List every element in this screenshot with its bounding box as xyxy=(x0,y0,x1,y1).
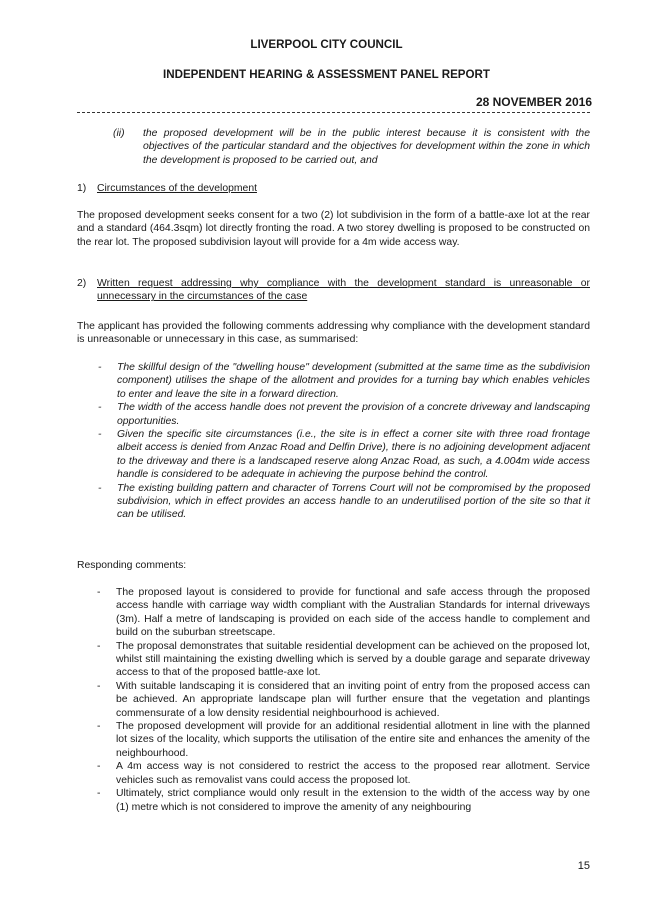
section1-heading: Circumstances of the development xyxy=(97,183,257,194)
list-item xyxy=(97,586,590,640)
section1-body: The proposed development seeks consent for a two (2) lot subdivision in the form of a battle-axe lot at the rear and a standard (464.3sqm) lot directly fronting the road. A two storey dwelling is proposed to be constructed on the rear lot. The proposed subdivision layout will provide for a 4m wide access way. xyxy=(77,210,590,248)
section2-intro: The applicant has provided the following comments addressing why compliance with the development standard is unreasonable or unnecessary in this case, as summarised: xyxy=(77,321,590,346)
responding-label: Responding comments: xyxy=(77,560,187,571)
clause-ii-label: (ii) xyxy=(113,128,125,139)
list-item xyxy=(97,680,590,720)
list-item-text: With suitable landscaping it is considered that an inviting point of entry from the proposed access can be achieved. An appropriate landscape plan will further ensure that the vegetation and plantings commensurate of a low density residential neighbourhood is achieved. xyxy=(116,680,590,719)
list-item-text: The width of the access handle does not prevent the provision of a concrete driveway and landscaping opportunities. xyxy=(117,402,590,427)
section1-number: 1) xyxy=(77,183,87,194)
list-item xyxy=(98,361,590,401)
list-item xyxy=(98,428,590,482)
list-item xyxy=(97,760,590,787)
bullet: - xyxy=(97,640,101,652)
responding-points-list xyxy=(97,586,590,814)
list-item-text: A 4m access way is not considered to restrict the access to the proposed rear allotment. Service vehicles such as removalist vans could access the proposed lot. xyxy=(116,761,590,786)
list-item-text: The proposal demonstrates that suitable residential development can be achieved on the proposed lot, whilst still maintaining the existing dwelling which is served by a double garage and separate driveway access to that of the proposed battle-axe lot. xyxy=(116,640,590,679)
list-item xyxy=(98,482,590,522)
clause-ii-text: the proposed development will be in the public interest because it is consistent with the objectives of the particular standard and the objectives for development within the zone in which the development is proposed to be carried out, and xyxy=(143,128,590,166)
bullet: - xyxy=(98,362,102,373)
section2-heading: Written request addressing why compliance with the development standard is unreasonable or unnecessary in the circumstances of the case xyxy=(97,278,590,303)
section2-number: 2) xyxy=(77,278,87,289)
list-item xyxy=(97,720,590,760)
page-number: 15 xyxy=(577,860,590,872)
list-item xyxy=(97,787,590,814)
list-item-text: The skillful design of the "dwelling house" development (submitted at the same time as the subdivision component) utilises the shape of the allotment and provides for a turning bay which enables vehicles to enter and leave the site in a forward direction. xyxy=(117,362,590,400)
bullet: - xyxy=(98,429,102,441)
list-item-text: Given the specific site circumstances (i.e., the site is in effect a corner site with three road frontage albeit access is denied from Anzac Road and Delfin Drive), there is no adjoining development adjacent to the driveway and there is a landscaped reserve along Anzac Road, as such, a 4.004m wide access handle is considered to be adequate in achieving the purpose behind the control. xyxy=(117,429,590,481)
list-item-text: Ultimately, strict compliance would only result in the extension to the width of the access way by one (1) metre which is not considered to improve the amenity of any neighbouring xyxy=(116,788,590,813)
list-item xyxy=(97,640,590,680)
list-item-text: The proposed layout is considered to provide for functional and safe access through the proposed access handle with carriage way width compliant with the Australian Standards for internal driveways (3m). Half a metre of landscaping is provided on each side of the access handle to complement and build on the suburban streetscape. xyxy=(116,587,590,639)
bullet: - xyxy=(97,761,101,773)
list-item-text: The proposed development will provide for an additional residential allotment in line with the planned lot sizes of the locality, which supports the utilisation of the entire site and enhances the amenity of the neighbourhood. xyxy=(116,721,590,759)
council-title: LIVERPOOL CITY COUNCIL xyxy=(250,38,403,51)
bullet: - xyxy=(98,482,102,494)
header-divider xyxy=(77,112,590,113)
bullet: - xyxy=(97,680,101,692)
bullet: - xyxy=(97,721,101,733)
applicant-points-list xyxy=(98,361,590,522)
list-item xyxy=(98,401,590,428)
list-item-text: The existing building pattern and character of Torrens Court will not be compromised by the proposed subdivision, which in effect provides an access handle to an underutilised portion of the site so that it can be utilised. xyxy=(117,482,590,521)
bullet: - xyxy=(97,788,101,800)
report-date: 28 NOVEMBER 2016 xyxy=(475,95,592,109)
report-title: INDEPENDENT HEARING & ASSESSMENT PANEL REPORT xyxy=(162,68,491,81)
bullet: - xyxy=(98,402,102,414)
bullet: - xyxy=(97,587,101,598)
